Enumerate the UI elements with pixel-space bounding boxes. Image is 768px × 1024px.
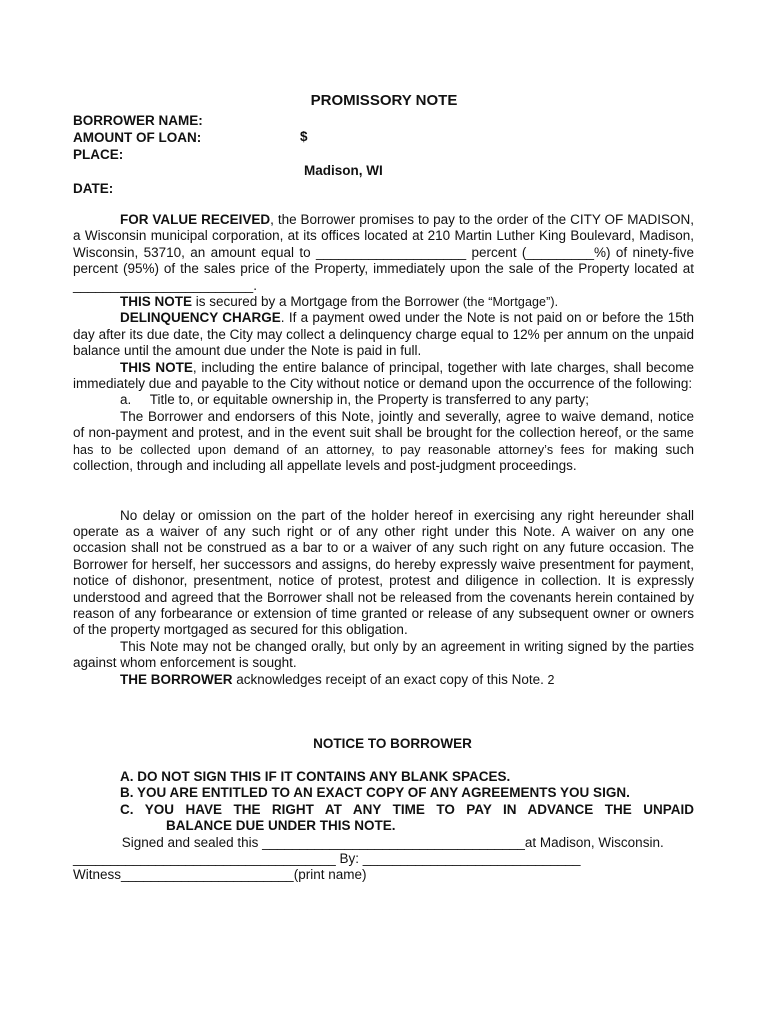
- witness-by-signature-line: ___________________________________ By: _____________________________: [73, 851, 581, 866]
- notice-item-a: A. DO NOT SIGN THIS IF IT CONTAINS ANY BLANK SPACES.: [120, 769, 511, 784]
- this-note-acceleration-heading: THIS NOTE: [120, 359, 193, 375]
- paragraph-no-oral-change: This Note may not be changed orally, but only by an agreement in writing signed by the parties against whom enforcement is sought.: [73, 638, 694, 671]
- delinquency-charge-heading: DELINQUENCY CHARGE: [120, 310, 281, 326]
- waiver-of-demand-text: The Borrower and endorsers of this Note, jointly and severally, agree to waive demand, notice of non-payment and protest, and in the event suit shall be brought for the collection hereof,: [73, 408, 694, 441]
- amount-symbol: $: [300, 129, 308, 144]
- paragraph-this-note-secured: [73, 294, 694, 310]
- notice-item-c: C. YOU HAVE THE RIGHT AT ANY TIME TO PAY IN ADVANCE THE UNPAID: [120, 801, 694, 817]
- paragraph-for-value-received: [73, 212, 694, 294]
- for-value-received-text: , the Borrower promises to pay to the order of the CITY OF MADISON, a Wisconsin municipal corporation, at its offices located at 210 Martin Luther King Boulevard, Madison, Wisconsin, 53710, an amount equal to ____________________ percent (_________%) of ninety-five percent (95%) of the sales price of the Property, immediately upon the sale of the Property located at ________________________.: [73, 212, 694, 293]
- attorney-fees-text: or the same has to be collected upon demand of an attorney, to pay reasonable attorney’s fees for: [73, 426, 694, 457]
- this-note-heading: THIS NOTE: [120, 294, 193, 310]
- note-body: [73, 212, 694, 688]
- paragraph-waiver-of-demand: [73, 409, 694, 475]
- paragraph-borrower-acknowledges: [73, 672, 694, 688]
- borrower-name-label: BORROWER NAME:: [73, 113, 203, 128]
- notice-to-borrower-title: NOTICE TO BORROWER: [313, 736, 472, 751]
- page-marker: 2: [543, 672, 555, 687]
- place-label: PLACE:: [73, 147, 124, 162]
- mortgage-definition: (the “Mortgage”).: [459, 295, 559, 310]
- delinquency-charge-text: . If a payment owed under the Note is not paid on or before the 15th day after its due date, the City may collect a delinquency charge equal to 12% per annum on the unpaid balance until the amount due under the Note is paid in full.: [73, 310, 694, 359]
- place-value: Madison, WI: [304, 163, 383, 178]
- date-label: DATE:: [73, 181, 114, 196]
- notice-item-c-continued: BALANCE DUE UNDER THIS NOTE.: [166, 818, 396, 834]
- item-a-title-transfer: a. Title to, or equitable ownership in, the Property is transferred to any party;: [120, 392, 589, 408]
- paragraph-no-delay: No delay or omission on the part of the holder hereof in exercising any right hereunder shall operate as a waiver of any such right or of any other right under this Note. A waiver on any one occasion shall not be construed as a bar to or a waiver of any such right on any future occasion. The Borrower for herself, her successors and assigns, do hereby expressly waive presentment for payment, notice of dishonor, presentment, notice of protest, protest and diligence in collection. It is expressly understood and agreed that the Borrower shall not be released from the covenants herein contained by reason of any forbearance or extension of time granted or release of any subsequent owner or owners of the property mortgaged as secured for this obligation.: [73, 507, 694, 638]
- signed-and-sealed-line: Signed and sealed this ___________________________________at Madison, Wisconsin.: [73, 835, 664, 850]
- paragraph-delinquency-charge: [73, 310, 694, 359]
- paragraph-acceleration: [73, 360, 694, 393]
- witness-print-name-line: Witness_______________________(print name): [73, 867, 367, 882]
- acknowledges-text: acknowledges receipt of an exact copy of this Note.: [232, 671, 544, 687]
- document-title: PROMISSORY NOTE: [310, 92, 458, 109]
- this-note-secured-text: is secured by a Mortgage from the Borrower: [192, 294, 460, 310]
- notice-item-b: B. YOU ARE ENTITLED TO AN EXACT COPY OF ANY AGREEMENTS YOU SIGN.: [120, 785, 630, 801]
- notice-list: [120, 769, 694, 835]
- the-borrower-heading: THE BORROWER: [120, 671, 233, 687]
- for-value-received-heading: FOR VALUE RECEIVED: [120, 212, 271, 227]
- amount-of-loan-label: AMOUNT OF LOAN:: [73, 130, 202, 145]
- acceleration-text: , including the entire balance of principal, together with late charges, shall become immediately due and payable to the City without notice or demand upon the occurrence of the following:: [73, 359, 694, 392]
- collection-proceedings-text: making such collection, through and including all appellate levels and post-judgment proceedings.: [73, 441, 694, 474]
